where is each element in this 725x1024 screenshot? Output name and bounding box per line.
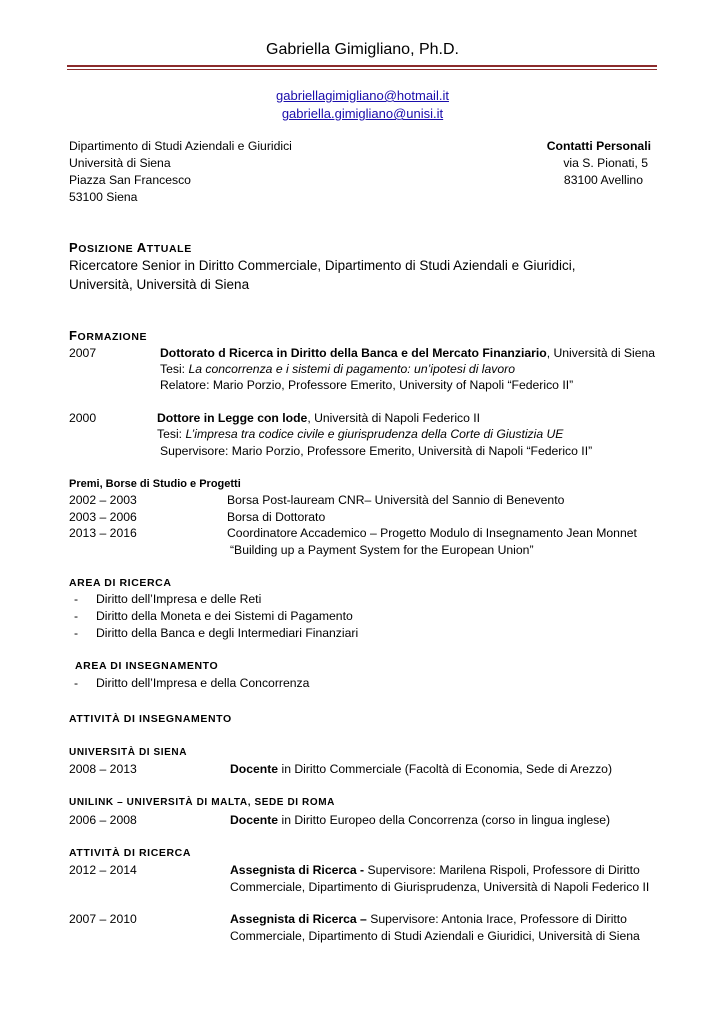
award-period: 2002 – 2003	[69, 493, 137, 507]
research-role-detail: Commerciale, Dipartimento di Studi Aziendali e Giuridici, Università di Siena	[230, 929, 640, 943]
personal-address-line: via S. Pionati, 5	[563, 156, 648, 170]
page-title: Gabriella Gimigliano, Ph.D.	[266, 41, 459, 58]
section-heading-area-insegnamento: AREA DI INSEGNAMENTO	[75, 660, 219, 672]
address-line: Università di Siena	[69, 156, 171, 170]
bullet-dash: -	[74, 676, 79, 690]
personal-address-line: 83100 Avellino	[563, 173, 643, 187]
education-supervisor: Supervisore: Mario Porzio, Professore Emerito, Università di Napoli “Federico II”	[160, 444, 593, 458]
title-divider	[67, 65, 657, 67]
award-text: Coordinatore Accademico – Progetto Modulo di Insegnamento Jean Monnet	[227, 526, 637, 540]
education-title: Dottorato d Ricerca in Diritto della Banca e del Mercato Finanziario, Università di Siena	[160, 346, 656, 360]
section-heading-premi: Premi, Borse di Studio e Progetti	[69, 478, 241, 490]
title-divider-thin	[67, 69, 657, 70]
bullet-dash: -	[74, 609, 79, 623]
award-period: 2003 – 2006	[69, 510, 137, 524]
address-line: Piazza San Francesco	[69, 173, 191, 187]
email-link-unisi[interactable]: gabriella.gimigliano@unisi.it	[281, 106, 444, 121]
bullet-dash: -	[74, 592, 79, 606]
section-heading-area-ricerca: AREA DI RICERCA	[69, 577, 172, 589]
education-title: Dottore in Legge con lode, Università di Napoli Federico II	[157, 411, 481, 425]
teaching-role: Docente in Diritto Commerciale (Facoltà di Economia, Sede di Arezzo)	[230, 762, 613, 776]
research-role: Assegnista di Ricerca - Supervisore: Marilena Rispoli, Professore di Diritto	[230, 863, 640, 877]
section-heading-formazione: FORMAZIONE	[69, 328, 148, 343]
personal-contacts-title: Contatti Personali	[546, 139, 651, 153]
award-text: Borsa di Dottorato	[227, 510, 326, 524]
section-heading-attivita-ricerca: ATTIVITÀ DI RICERCA	[69, 847, 192, 859]
award-period: 2013 – 2016	[69, 526, 137, 540]
education-year: 2000	[69, 411, 97, 425]
education-year: 2007	[69, 346, 97, 360]
education-supervisor: Relatore: Mario Porzio, Professore Emerito, University of Napoli “Federico II”	[160, 378, 574, 392]
teaching-role: Docente in Diritto Europeo della Concorrenza (corso in lingua inglese)	[230, 813, 611, 827]
research-area-item: Diritto dell’Impresa e delle Reti	[96, 592, 262, 606]
email-link-hotmail[interactable]: gabriellagimigliano@hotmail.it	[276, 88, 449, 103]
education-thesis: Tesi: L’impresa tra codice civile e giurisprudenza della Corte di Giustizia UE	[157, 427, 564, 441]
address-line: Dipartimento di Studi Aziendali e Giuridici	[69, 139, 292, 153]
research-role: Assegnista di Ricerca – Supervisore: Antonia Irace, Professore di Diritto	[230, 912, 627, 926]
section-heading-posizione: POSIZIONE ATTUALE	[69, 240, 192, 255]
research-period: 2007 – 2010	[69, 912, 137, 926]
institution-heading: UNIVERSITÀ DI SIENA	[69, 747, 188, 758]
teaching-area-item: Diritto dell’Impresa e della Concorrenza	[96, 676, 310, 690]
education-thesis: Tesi: La concorrenza e i sistemi di pagamento: un’ipotesi di lavoro	[160, 362, 515, 376]
current-position-text: Ricercatore Senior in Diritto Commerciale, Dipartimento di Studi Aziendali e Giuridici,	[69, 258, 576, 273]
research-role-detail: Commerciale, Dipartimento di Giurisprudenza, Università di Napoli Federico II	[230, 880, 650, 894]
bullet-dash: -	[74, 626, 79, 640]
section-heading-attivita-insegnamento: ATTIVITÀ DI INSEGNAMENTO	[69, 713, 232, 725]
current-position-text: Università, Università di Siena	[69, 277, 250, 292]
teaching-period: 2008 – 2013	[69, 762, 137, 776]
research-area-item: Diritto della Moneta e dei Sistemi di Pagamento	[96, 609, 353, 623]
award-project-title: “Building up a Payment System for the European Union”	[230, 543, 534, 557]
institution-heading: UNILINK – UNIVERSITÀ DI MALTA, SEDE DI ROMA	[69, 797, 335, 808]
address-line: 53100 Siena	[69, 190, 138, 204]
award-text: Borsa Post-lauream CNR– Università del Sannio di Benevento	[227, 493, 565, 507]
teaching-period: 2006 – 2008	[69, 813, 137, 827]
research-period: 2012 – 2014	[69, 863, 137, 877]
research-area-item: Diritto della Banca e degli Intermediari Finanziari	[96, 626, 359, 640]
